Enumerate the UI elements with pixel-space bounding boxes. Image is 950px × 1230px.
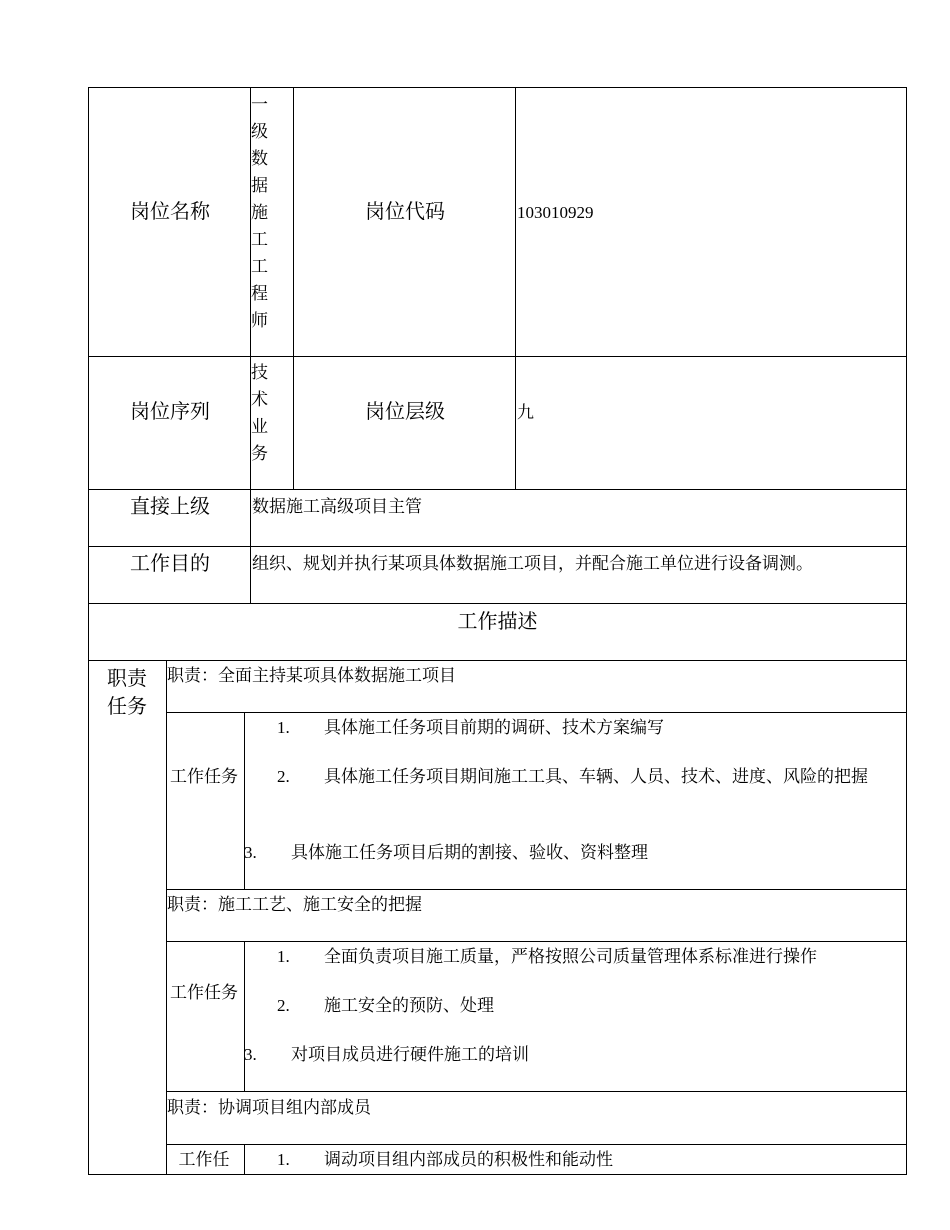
- task-item: 3. 对项目成员进行硬件施工的培训: [244, 1045, 529, 1064]
- position-name-label: 岗位名称: [130, 201, 210, 223]
- task-label: 工作任务: [170, 983, 238, 1002]
- position-series-value: 技术业务: [251, 363, 268, 463]
- duty-title: 职责：协调项目组内部成员: [167, 1098, 371, 1117]
- position-code-value: 103010929: [517, 203, 594, 222]
- task-label: 工作任务: [170, 767, 238, 786]
- task-item: 1. 全面负责项目施工质量，严格按照公司质量管理体系标准进行操作: [277, 947, 817, 966]
- task-label: 工作任: [178, 1150, 230, 1169]
- superior-label: 直接上级: [130, 496, 210, 518]
- position-series-label: 岗位序列: [130, 401, 210, 423]
- position-level-label: 岗位层级: [365, 401, 445, 423]
- task-item: 1. 调动项目组内部成员的积极性和能动性: [277, 1150, 613, 1169]
- superior-value: 数据施工高级项目主管: [252, 497, 422, 516]
- position-level-value: 九: [517, 403, 534, 422]
- description-title: 工作描述: [457, 611, 538, 633]
- task-item: 2. 具体施工任务项目期间施工工具、车辆、人员、技术、进度、风险的把握: [277, 767, 868, 786]
- position-code-label: 岗位代码: [365, 201, 445, 223]
- task-item: 3. 具体施工任务项目后期的割接、验收、资料整理: [244, 843, 648, 862]
- task-item: 2. 施工安全的预防、处理: [277, 996, 494, 1015]
- duty-title: 职责：施工工艺、施工安全的把握: [167, 895, 422, 914]
- purpose-label: 工作目的: [130, 553, 210, 575]
- position-name-value: 一级数据施工工程师: [251, 95, 268, 330]
- duties-side-label: 职责任务: [107, 668, 147, 718]
- duty-title: 职责：全面主持某项具体数据施工项目: [167, 666, 456, 685]
- purpose-value: 组织、规划并执行某项具体数据施工项目，并配合施工单位进行设备调测。: [252, 554, 813, 573]
- task-item: 1. 具体施工任务项目前期的调研、技术方案编写: [277, 718, 664, 737]
